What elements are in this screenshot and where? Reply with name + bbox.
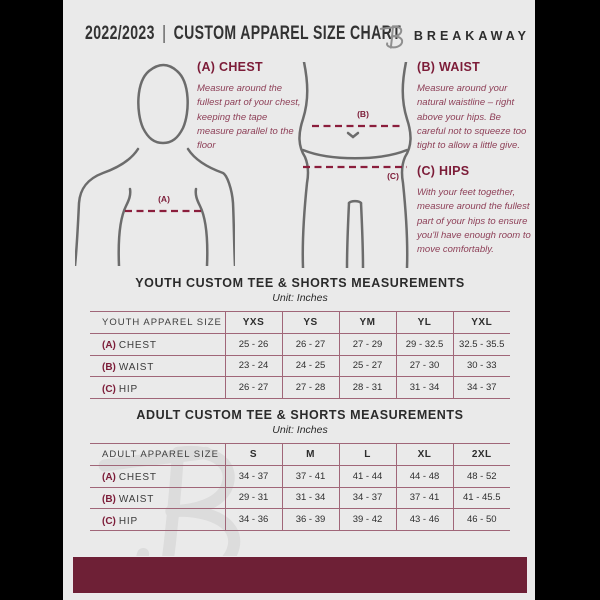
table-header-row: [90, 444, 510, 466]
hips-heading: (C) HIPS: [417, 164, 470, 178]
cell: 34 - 37: [339, 487, 396, 509]
row-label: WAIST: [118, 361, 155, 373]
title-text: CUSTOM APPAREL SIZE CHART: [173, 23, 402, 44]
youth-size-label: YOUTH APPAREL SIZE: [90, 312, 225, 334]
column-header: M: [282, 444, 339, 466]
row-label: CHEST: [118, 472, 157, 484]
cell: 32.5 - 35.5: [453, 333, 510, 355]
row-label: CHEST: [118, 340, 157, 352]
column-header: YS: [282, 312, 339, 334]
cell: 27 - 30: [396, 355, 453, 377]
chest-heading: (A) CHEST: [197, 60, 263, 74]
lower-body-diagram: [290, 62, 420, 268]
chest-guide: [197, 60, 303, 153]
column-header: XL: [396, 444, 453, 466]
table-row-hip: [90, 509, 510, 531]
brand-lockup: [380, 21, 530, 50]
chest-instructions: Measure around the fullest part of your chest, keeping the tape measure parallel to the floor: [197, 83, 301, 151]
waist-instructions: Measure around your natural waistline – right above your hips. Be careful not to squeeze too tight to allow a little give.: [417, 83, 527, 151]
cell: 25 - 26: [225, 333, 282, 355]
row-label: HIP: [118, 515, 138, 527]
youth-table-title: YOUTH CUSTOM TEE & SHORTS MEASUREMENTS: [135, 276, 465, 290]
adult-section: [90, 408, 510, 531]
cell: 41 - 44: [339, 465, 396, 487]
cell: 27 - 29: [339, 333, 396, 355]
cell: 37 - 41: [396, 487, 453, 509]
column-header: YXS: [225, 312, 282, 334]
adult-size-label: ADULT APPAREL SIZE: [90, 444, 225, 466]
table-row-chest: [90, 465, 510, 487]
row-key: (B): [102, 361, 116, 373]
youth-section: [90, 276, 510, 399]
table-row-hip: [90, 377, 510, 399]
column-header: YM: [339, 312, 396, 334]
cell: 26 - 27: [225, 377, 282, 399]
table-row-chest: [90, 333, 510, 355]
youth-table-unit: Unit: Inches: [272, 292, 328, 304]
waist-guide: [417, 60, 531, 153]
row-label: HIP: [118, 383, 138, 395]
youth-size-table: [90, 311, 510, 399]
column-header: YL: [396, 312, 453, 334]
row-key: (C): [102, 515, 116, 527]
page: [63, 0, 535, 600]
hips-instructions: With your feet together, measure around the fullest part of your hips to ensure you'll have enough room to move comfortably.: [417, 187, 531, 255]
cell: 34 - 37: [453, 377, 510, 399]
cell: 37 - 41: [282, 465, 339, 487]
cell: 34 - 36: [225, 509, 282, 531]
cell: 48 - 52: [453, 465, 510, 487]
cell: 34 - 37: [225, 465, 282, 487]
adult-size-table: [90, 443, 510, 531]
breakaway-b-logo-icon: [380, 21, 405, 50]
cell: 26 - 27: [282, 333, 339, 355]
cell: 24 - 25: [282, 355, 339, 377]
title-separator: |: [162, 23, 167, 44]
row-key: (B): [102, 493, 116, 505]
cell: 29 - 32.5: [396, 333, 453, 355]
cell: 41 - 45.5: [453, 487, 510, 509]
cell: 23 - 24: [225, 355, 282, 377]
footer-bar: [72, 556, 528, 594]
table-header-row: [90, 312, 510, 334]
title-year: 2022/2023: [85, 23, 155, 44]
cell: 39 - 42: [339, 509, 396, 531]
cell: 31 - 34: [282, 487, 339, 509]
hips-marker-label: (C): [387, 171, 399, 181]
cell: 44 - 48: [396, 465, 453, 487]
table-row-waist: [90, 487, 510, 509]
header: [85, 20, 530, 54]
table-row-waist: [90, 355, 510, 377]
column-header: S: [225, 444, 282, 466]
adult-table-unit: Unit: Inches: [272, 424, 328, 436]
column-header: 2XL: [453, 444, 510, 466]
cell: 27 - 28: [282, 377, 339, 399]
cell: 30 - 33: [453, 355, 510, 377]
waist-marker-label: (B): [357, 109, 369, 119]
cell: 28 - 31: [339, 377, 396, 399]
brand-name: BREAKAWAY: [413, 28, 530, 43]
chest-marker-label: (A): [158, 194, 170, 204]
cell: 31 - 34: [396, 377, 453, 399]
cell: 25 - 27: [339, 355, 396, 377]
page-title: [85, 23, 401, 45]
row-key: (A): [102, 340, 116, 352]
lower-body-outline-image: [290, 62, 420, 268]
adult-table-title: ADULT CUSTOM TEE & SHORTS MEASUREMENTS: [136, 408, 464, 422]
column-header: YXL: [453, 312, 510, 334]
row-key: (C): [102, 383, 116, 395]
row-label: WAIST: [118, 493, 155, 505]
cell: 29 - 31: [225, 487, 282, 509]
waist-heading: (B) WAIST: [417, 60, 481, 74]
column-header: L: [339, 444, 396, 466]
hips-guide: [417, 164, 531, 257]
cell: 43 - 46: [396, 509, 453, 531]
row-key: (A): [102, 472, 116, 484]
cell: 36 - 39: [282, 509, 339, 531]
cell: 46 - 50: [453, 509, 510, 531]
